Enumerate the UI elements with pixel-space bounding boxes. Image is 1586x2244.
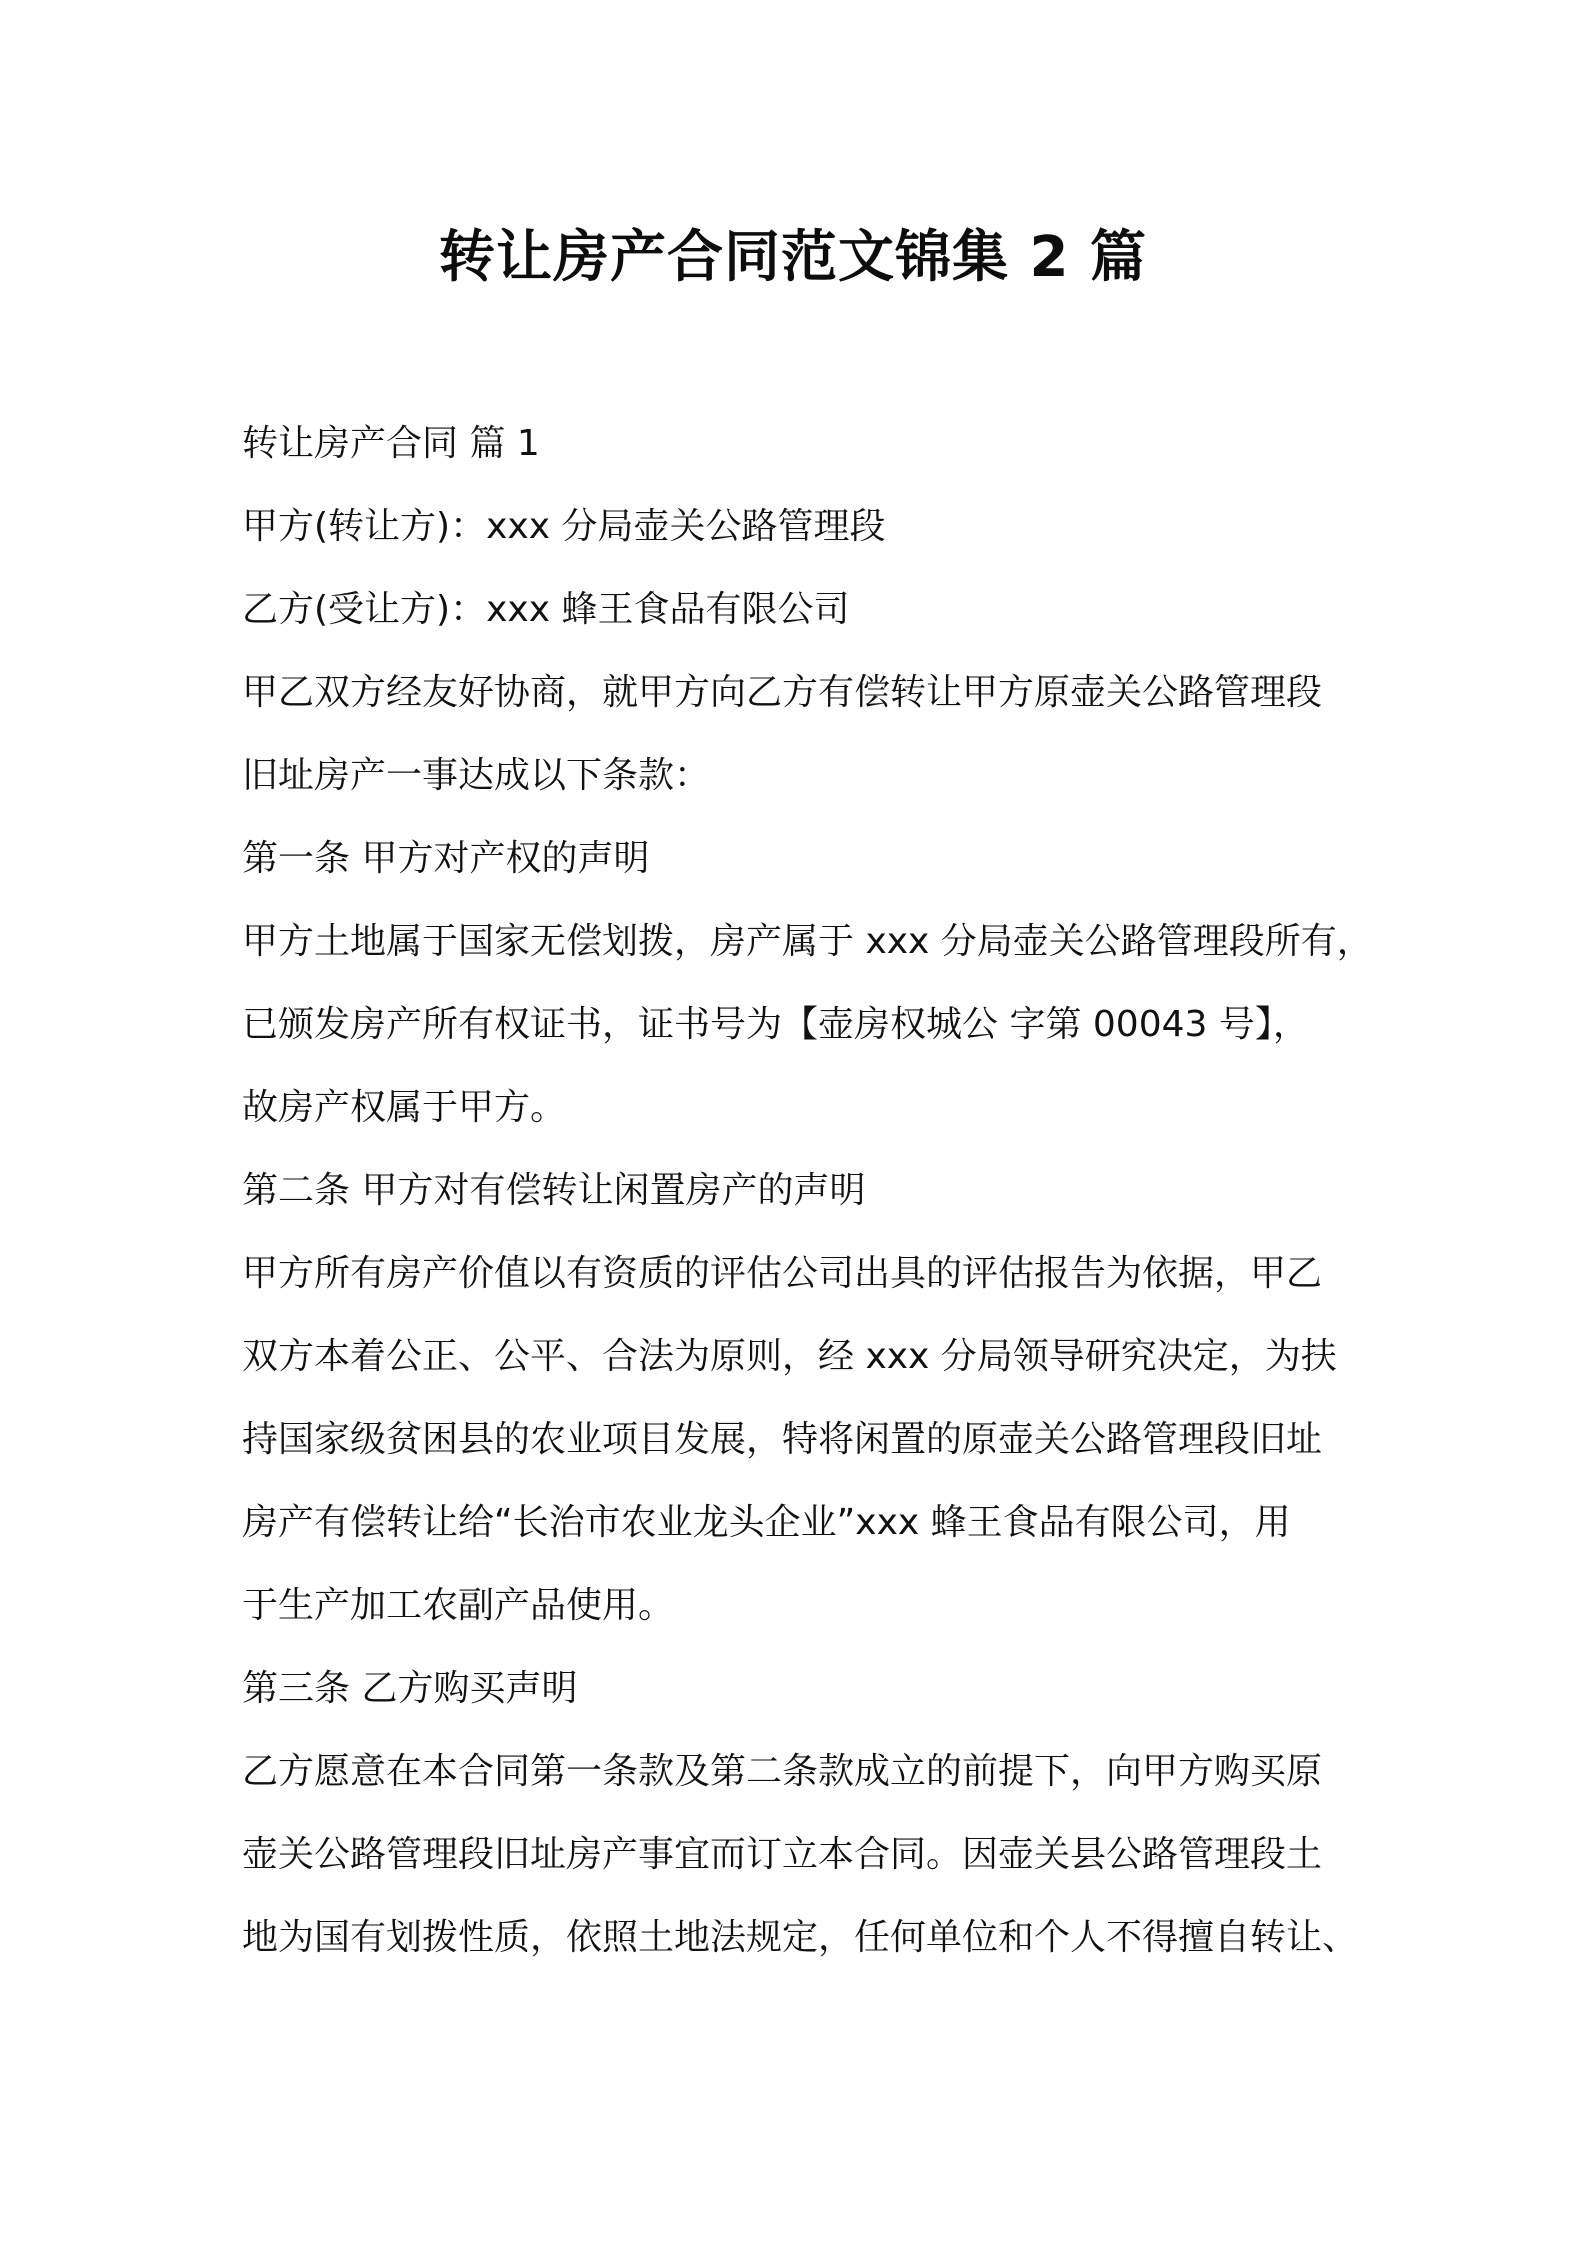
article-heading: 第一条 甲方对产权的声明 bbox=[242, 838, 650, 879]
paragraph-line: 壶关公路管理段旧址房产事宜而订立本合同。因壶关县公路管理段土 bbox=[242, 1834, 1323, 1875]
article-heading: 第三条 乙方购买声明 bbox=[242, 1668, 578, 1709]
paragraph-line: 地为国有划拨性质，依照土地法规定，任何单位和个人不得擅自转让、 bbox=[242, 1917, 1359, 1958]
paragraph-line: 双方本着公正、公平、合法为原则，经 xxx 分局领导研究决定，为扶 bbox=[242, 1336, 1337, 1377]
party-b-line: 乙方(受让方)：xxx 蜂王食品有限公司 bbox=[242, 589, 850, 630]
paragraph-line: 乙方愿意在本合同第一条款及第二条款成立的前提下，向甲方购买原 bbox=[242, 1751, 1323, 1792]
party-a-line: 甲方(转让方)：xxx 分局壶关公路管理段 bbox=[242, 506, 886, 547]
paragraph-line: 甲乙双方经友好协商，就甲方向乙方有偿转让甲方原壶关公路管理段 bbox=[242, 672, 1323, 713]
paragraph-line: 旧址房产一事达成以下条款： bbox=[242, 755, 711, 796]
paragraph-line: 甲方所有房产价值以有资质的评估公司出具的评估报告为依据，甲乙 bbox=[242, 1253, 1323, 1294]
document-title: 转让房产合同范文锦集 2 篇 bbox=[439, 225, 1147, 290]
section-heading: 转让房产合同 篇 1 bbox=[242, 423, 540, 464]
paragraph-line: 故房产权属于甲方。 bbox=[242, 1087, 567, 1128]
paragraph-line: 于生产加工农副产品使用。 bbox=[242, 1585, 675, 1626]
paragraph-line: 房产有偿转让给“长治市农业龙头企业”xxx 蜂王食品有限公司，用 bbox=[242, 1502, 1291, 1543]
document-body bbox=[242, 402, 1373, 1979]
article-heading: 第二条 甲方对有偿转让闲置房产的声明 bbox=[242, 1170, 866, 1211]
paragraph-line: 甲方土地属于国家无偿划拨，房产属于 xxx 分局壶关公路管理段所有， bbox=[242, 921, 1373, 962]
paragraph-line: 已颁发房产所有权证书，证书号为【壶房权城公 字第 00043 号】， bbox=[242, 1004, 1309, 1045]
paragraph-line: 持国家级贫困县的农业项目发展，特将闲置的原壶关公路管理段旧址 bbox=[242, 1419, 1323, 1460]
